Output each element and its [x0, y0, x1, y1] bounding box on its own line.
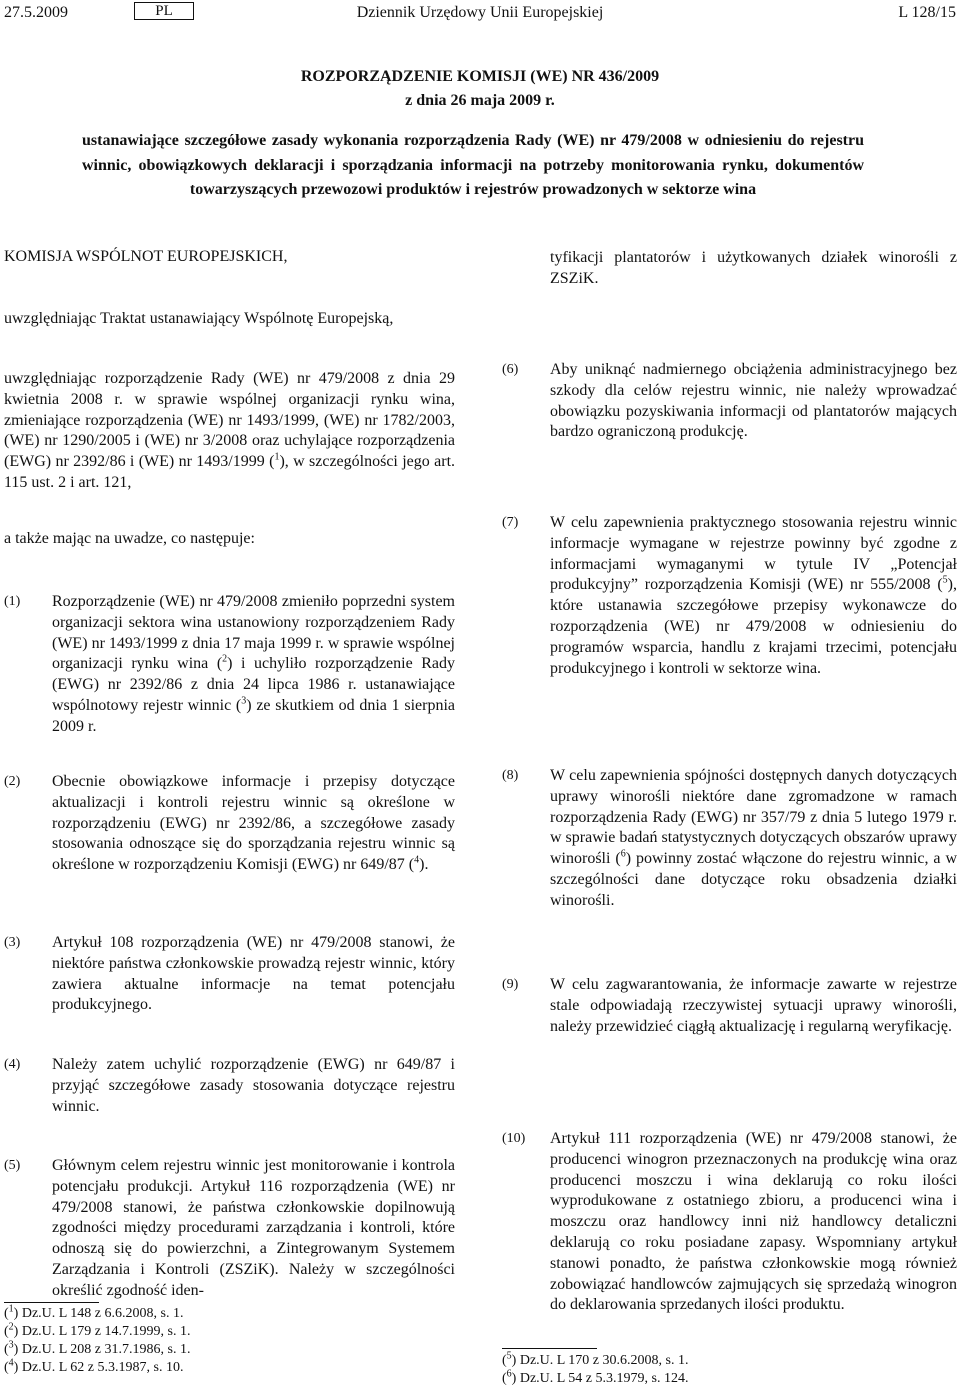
recital-text: W celu zapewnienia praktycznego stosowania rejestru winnic informacje wymagane w rejestrze powinny być zgodne z informacjami wymaganymi w tytule IV „Potencjał produkcyjny” rozporządzenia Komisji (WE) nr 555/2008 ($^5$), które ustanawia szczegółowe przepisy wykonawcze do rozporządzenia (WE) nr 479/2008 w odniesieniu do programów wsparcia, handlu z krajami trzecimi, potencjału produkcyjnego i kontroli w sektorze wina.	[550, 514, 957, 677]
recital-text: tyfikacji plantatorów i użytkowanych działek winorośli z ZSZiK.	[550, 249, 957, 287]
recital-8	[502, 766, 957, 912]
recital-number: (9)	[502, 977, 519, 992]
recital-text: Artykuł 108 rozporządzenia (WE) nr 479/2008 stanowi, że niektóre państwa członkowskie prowadzą rejestr winnic, który zawiera aktualne informacje na temat potencjału produkcyjnego.	[52, 934, 455, 1014]
regulation-subtitle: ustanawiające szczegółowe zasady wykonania rozporządzenia Rady (WE) nr 479/2008 w odniesieniu do rejestru winnic, obowiązkowych deklaracji i sporządzania informacji na potrzeby monitorowania rynku, dokumentów towarzyszących przewozowi produktów i rejestrów prowadzonych w sektorze wina	[82, 132, 864, 198]
recital-number: (3)	[4, 935, 21, 950]
recital-number: (6)	[502, 362, 519, 377]
footnote-separator	[502, 1348, 597, 1349]
recital-text: Artykuł 111 rozporządzenia (WE) nr 479/2008 stanowi, że producenci winogron przeznaczonych na produkcję wina oraz producenci moszczu i wina deklarują co roku ilości wyprodukowane z ostatniego zbioru, a producenci wina i moszczu oraz handlowcy inni niż handlowcy detaliczni deklarują co roku posiadane zapasy. Wspomniany artykuł stanowi ponadto, że państwa członkowskie mogą również zobowiązać handlowców zajmujących się sprzedażą winogron do deklarowania sprzedanych ilości produktu.	[550, 1130, 957, 1314]
publication-date: 27.5.2009	[4, 4, 68, 21]
journal-name: Dziennik Urzędowy Unii Europejskiej	[356, 4, 604, 21]
recital-4	[4, 1055, 455, 1117]
recital-5-continued	[502, 248, 957, 290]
page-header	[0, 0, 960, 30]
recital-9	[502, 975, 957, 1037]
recital-number: (4)	[4, 1057, 21, 1072]
language-badge: PL	[134, 2, 194, 20]
footnote: ($^3$) Dz.U. L 208 z 31.7.1986, s. 1.	[4, 1339, 191, 1357]
whereas-line: a także mając na uwadze, co następuje:	[4, 530, 255, 547]
recital-number: (8)	[502, 768, 519, 783]
recital-1	[4, 592, 455, 738]
footnote: ($^4$) Dz.U. L 62 z 5.3.1987, s. 10.	[4, 1357, 184, 1375]
recital-text: Należy zatem uchylić rozporządzenie (EWG) nr 649/87 i przyjąć szczegółowe zasady stosowania dotyczące rejestru winnic.	[52, 1056, 455, 1115]
recital-number: (2)	[4, 774, 21, 789]
footnote-ref[interactable]: 4	[414, 854, 420, 866]
footnote-ref[interactable]: 1	[274, 451, 280, 463]
footnote-ref[interactable]: 2	[222, 654, 228, 666]
recital-text: W celu zapewnienia spójności dostępnych danych dotyczących uprawy winorośli niektóre dane zgromadzone w ramach rozporządzenia Rady (EWG) nr 357/79 z dnia 5 lutego 1979 r. w sprawie badań statystycznych dotyczących obszarów uprawy winorośli ($^6$) powinny zostać włączone do rejestru winnic, a w szczególności dane dotyczące roku obsadzenia działki winorośli.	[550, 767, 957, 909]
recital-2	[4, 772, 455, 876]
commission-line: KOMISJA WSPÓLNOT EUROPEJSKICH,	[4, 248, 288, 265]
footnote: ($^5$) Dz.U. L 170 z 30.6.2008, s. 1.	[502, 1350, 689, 1368]
recital-5	[4, 1156, 455, 1302]
footnote-ref[interactable]: 5	[942, 575, 948, 587]
recital-number: (7)	[502, 515, 519, 530]
recital-10	[502, 1129, 957, 1316]
recital-3	[4, 933, 455, 1016]
regulation-date: z dnia 26 maja 2009 r.	[405, 92, 555, 109]
document-title	[60, 67, 900, 111]
footnote-ref[interactable]: 6	[620, 848, 626, 860]
recital-number: (10)	[502, 1131, 526, 1146]
recital-6	[502, 360, 957, 443]
page-number: L 128/15	[898, 4, 956, 21]
footnote-ref[interactable]: 3	[241, 695, 247, 707]
footnotes-right	[502, 1352, 688, 1388]
footnote: ($^2$) Dz.U. L 179 z 14.7.1999, s. 1.	[4, 1321, 191, 1339]
regulation-recital: uwzględniając rozporządzenie Rady (WE) nr 479/2008 z dnia 29 kwietnia 2008 r. w sprawie wspólnej organizacji rynku wina, zmieniające rozporządzenia (WE) nr 1493/1999, (WE) nr 1782/2003, (WE) nr 1290/2005 i (WE) nr 3/2008 oraz uchylające rozporządzenia (EWG) nr 2392/86 i (WE) nr 1493/1999 ($^1$), w szczególności jego art. 115 ust. 2 i art. 121,	[4, 370, 456, 491]
regulation-title: ROZPORZĄDZENIE KOMISJI (WE) NR 436/2009	[300, 68, 660, 85]
recital-number: (1)	[4, 594, 21, 609]
footnote: ($^6$) Dz.U. L 54 z 5.3.1979, s. 124.	[502, 1368, 689, 1386]
recital-text: Obecnie obowiązkowe informacje i przepisy dotyczące aktualizacji i kontroli rejestru winnic są określone w rozporządzeniu (EWG) nr 2392/86, a szczegółowe zasady stosowania odnoszące się do sporządzania rejestru winnic są określone w rozporządzeniu Komisji (EWG) nr 649/87 ($^4$).	[52, 773, 455, 874]
footnote: ($^1$) Dz.U. L 148 z 6.6.2008, s. 1.	[4, 1303, 184, 1321]
recital-text: Aby uniknąć nadmiernego obciążenia administracyjnego bez szkody dla celów rejestru winnic, nie należy wprowadzać obowiązku pozyskiwania informacji od plantatorów mających bardzo ograniczoną produkcję.	[550, 361, 957, 441]
footnotes-left	[4, 1305, 190, 1377]
footnote-separator	[4, 1302, 99, 1303]
recital-7	[502, 513, 957, 679]
recital-text: W celu zagwarantowania, że informacje zawarte w rejestrze stale odpowiadają rzeczywistej sytuacji uprawy winorośli, należy przewidzieć ciągłą aktualizację i regularną weryfikację.	[550, 976, 957, 1035]
recital-number: (5)	[4, 1158, 21, 1173]
recital-text: Głównym celem rejestru winnic jest monitorowanie i kontrola potencjału produkcji. Artykuł 116 rozporządzenia (WE) nr 479/2008 stanowi, że państwa członkowskie dopilnowują zgodności między procedurami zarządzania i kontroli, które odnoszą się do powierzchni, a Zintegrowanym Systemem Zarządzania i Kontroli (ZSZiK). Należy w szczególności określić zgodność iden-	[52, 1157, 455, 1299]
treaty-recital: uwzględniając Traktat ustanawiający Wspólnotę Europejską,	[4, 310, 394, 327]
recital-text: Rozporządzenie (WE) nr 479/2008 zmieniło poprzedni system organizacji sektora wina ustanowiony rozporządzeniem Rady (WE) nr 1493/1999 z dnia 17 maja 1999 r. w sprawie wspólnej organizacji rynku wina ($^2$) i uchyliło rozporządzenie Rady (EWG) nr 2392/86 z dnia 24 lipca 1986 r. ustanawiające wspólnotowy rejestr winnic ($^3$) ze skutkiem od dnia 1 sierpnia 2009 r.	[52, 593, 456, 735]
